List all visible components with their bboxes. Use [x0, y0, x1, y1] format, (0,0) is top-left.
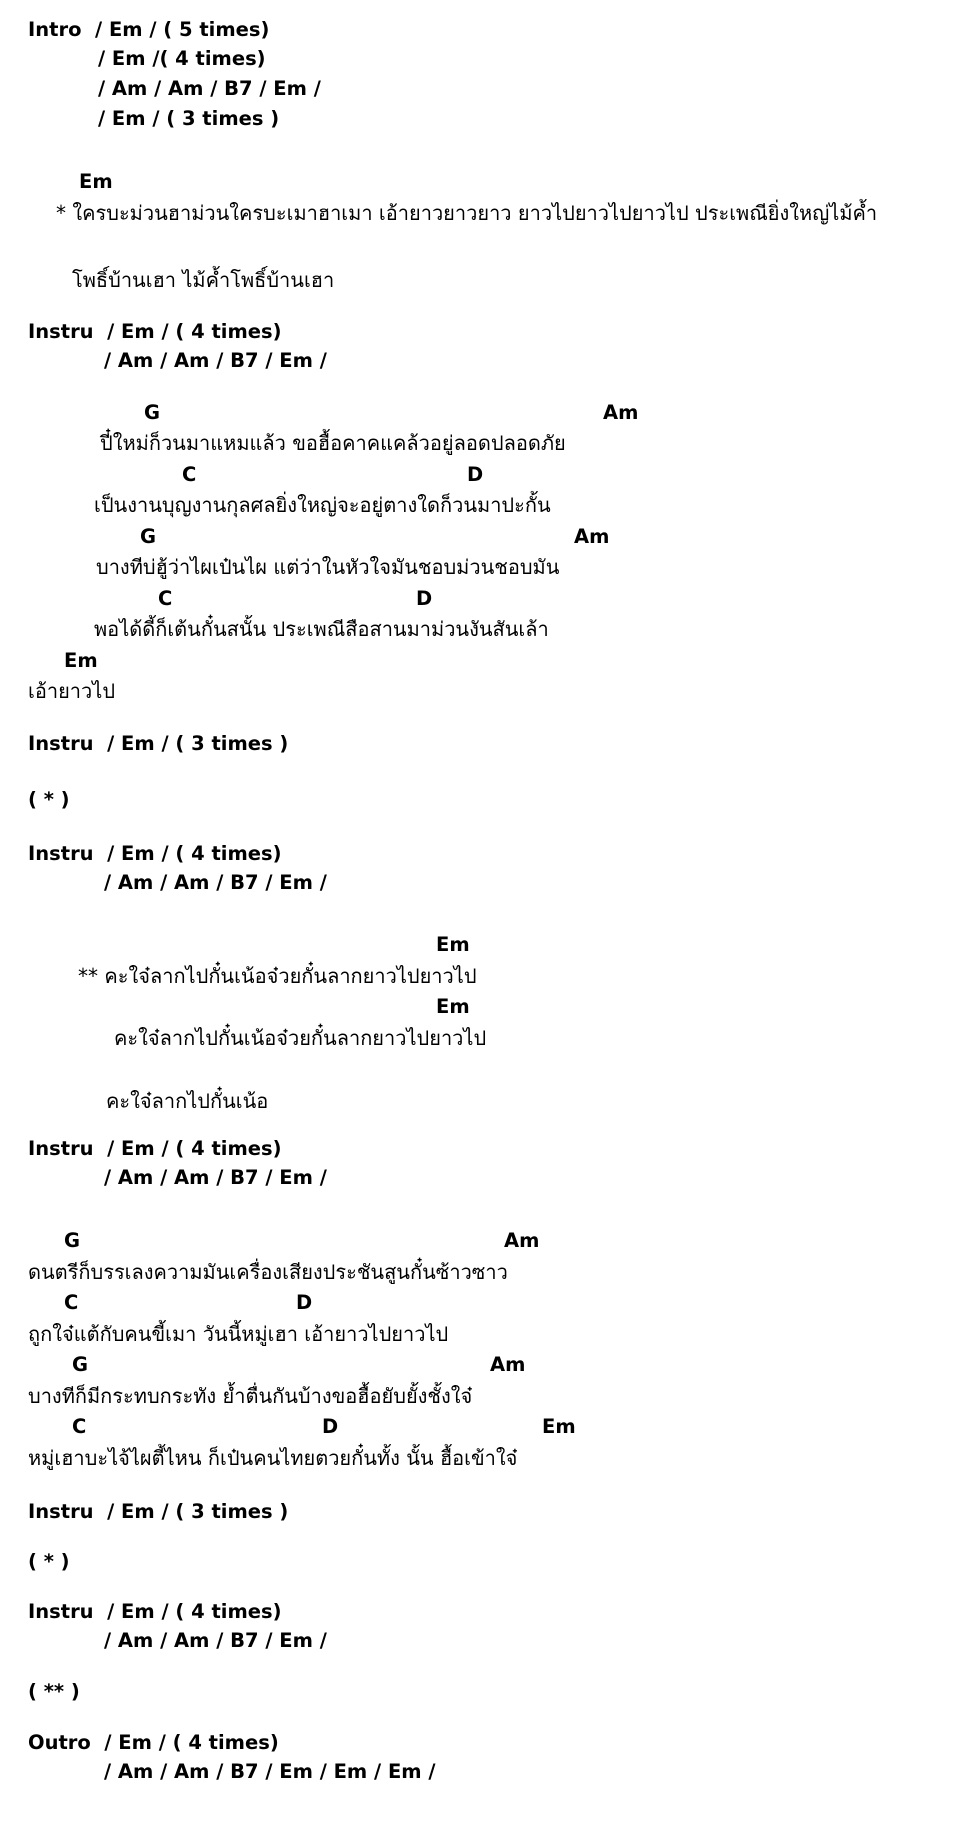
lyric-line: ** คะใจ๋ลากไปกั๋นเน้อจ๋วยกั๋นลากยาวไปยาวไป: [78, 964, 477, 988]
chord-em: Em: [542, 1415, 576, 1438]
lyric-line: บางทีบ่ฮู้ว่าไผเป๋นไผ แต่ว่าในหัวใจมันชอบม่วนชอบมัน: [96, 555, 560, 579]
chord-em: Em: [79, 170, 113, 193]
instru-label: Instru / Em / ( 3 times ): [28, 1500, 289, 1523]
intro-line-4: / Em / ( 3 times ): [98, 107, 280, 130]
outro-label: Outro / Em / ( 4 times): [28, 1731, 279, 1754]
chord-d: D: [322, 1415, 339, 1438]
instru-line-2: / Am / Am / B7 / Em /: [104, 871, 327, 894]
instru-label: Instru / Em / ( 3 times ): [28, 732, 289, 755]
lyric-line: ดนตรีก็บรรเลงความมันเครื่องเสียงประชันสูนกั๋นซ้าวซาว: [28, 1260, 508, 1284]
chord-d: D: [296, 1291, 313, 1314]
chord-am: Am: [574, 525, 610, 548]
instru-label: Instru / Em / ( 4 times): [28, 320, 282, 343]
chord-d: D: [416, 587, 433, 610]
instru-line-2: / Am / Am / B7 / Em /: [104, 349, 327, 372]
lyric-line: ถูกใจ๋แต้กับคนขี้เมา วันนี้หมู่เฮา เอ้ายาวไปยาวไป: [28, 1322, 449, 1346]
chord-em: Em: [436, 933, 470, 956]
chord-g: G: [144, 401, 161, 424]
lyric-line: ปี๋ใหม่ก็วนมาแหมแล้ว ขอฮื้อคาคแคล้วอยู่ลอดปลอดภัย: [100, 431, 566, 455]
chord-c: C: [64, 1291, 79, 1314]
chord-c: C: [72, 1415, 87, 1438]
chord-am: Am: [603, 401, 639, 424]
instru-line-2: / Am / Am / B7 / Em /: [104, 1166, 327, 1189]
instru-label: Instru / Em / ( 4 times): [28, 1137, 282, 1160]
chord-c: C: [182, 463, 197, 486]
repeat-marker: ( * ): [28, 1550, 70, 1573]
chord-am: Am: [490, 1353, 526, 1376]
chord-g: G: [64, 1229, 81, 1252]
chord-c: C: [158, 587, 173, 610]
chord-d: D: [467, 463, 484, 486]
instru-label: Instru / Em / ( 4 times): [28, 842, 282, 865]
chord-g: G: [140, 525, 157, 548]
lyric-line: คะใจ๋ลากไปกั๋นเน้อจ๋วยกั๋นลากยาวไปยาวไป: [114, 1026, 487, 1050]
instru-line-2: / Am / Am / B7 / Em /: [104, 1629, 327, 1652]
instru-label: Instru / Em / ( 4 times): [28, 1600, 282, 1623]
lyric-line: เอ้ายาวไป: [28, 679, 116, 703]
chord-g: G: [72, 1353, 89, 1376]
lyric-line: พอได้ดี้ก็เต้นกั๋นสนั้น ประเพณีสือสานมาม่วนงันสันเล้า: [94, 617, 549, 641]
lyric-line: คะใจ๋ลากไปกั๋นเน้อ: [106, 1089, 269, 1113]
chord-em: Em: [64, 649, 98, 672]
intro-line-3: / Am / Am / B7 / Em /: [98, 77, 321, 100]
lyric-line: บางทีก็มีกระทบกระทัง ย้ำตื่นกันบ้างขอฮื้อยับยั้งชั้งใจ๋: [28, 1384, 473, 1408]
repeat-marker: ( ** ): [28, 1680, 80, 1703]
outro-line-2: / Am / Am / B7 / Em / Em / Em /: [104, 1760, 436, 1783]
chord-em: Em: [436, 995, 470, 1018]
lyric-line: เป็นงานบุญงานกุลศลยิ่งใหญ่จะอยู่ตางใดก็วนมาปะกั้น: [94, 493, 551, 517]
lyric-line: โพธิ์บ้านเฮา ไม้ค้ำโพธิ์บ้านเฮา: [72, 268, 335, 292]
intro-label: Intro / Em / ( 5 times): [28, 18, 270, 41]
repeat-marker: ( * ): [28, 788, 70, 811]
intro-line-2: / Em /( 4 times): [98, 47, 266, 70]
chord-am: Am: [504, 1229, 540, 1252]
lyric-line: หมู่เฮาบะไจ้ไผตี้ไหน ก็เป๋นคนไทยตวยกั๋นทั้ง นั้น ฮื้อเข้าใจ๋: [28, 1446, 518, 1470]
lyric-line: * ใครบะม่วนฮาม่วนใครบะเมาฮาเมา เอ้ายาวยาวยาว ยาวไปยาวไปยาวไป ประเพณียิ่งใหญ่ไม้ค้ำ: [56, 201, 878, 225]
